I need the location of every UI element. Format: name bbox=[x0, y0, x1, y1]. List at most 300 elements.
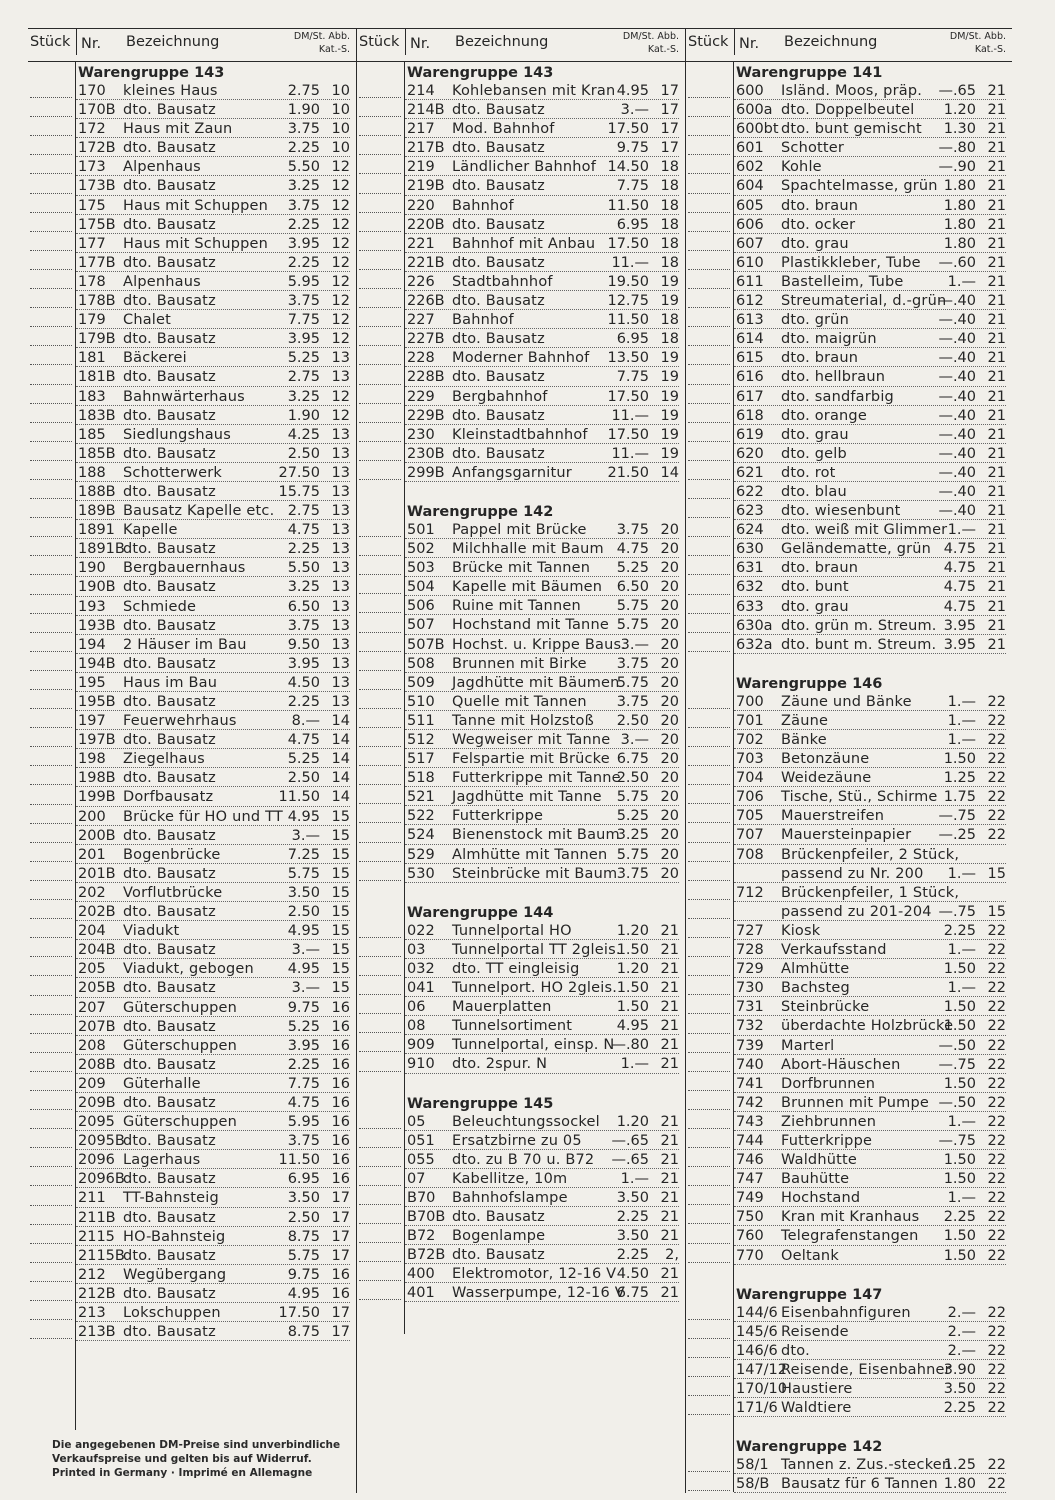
item-number: 600a bbox=[736, 102, 773, 119]
quantity-field[interactable] bbox=[688, 822, 730, 823]
table-row bbox=[357, 330, 685, 349]
row-rule bbox=[734, 1397, 1006, 1398]
quantity-field[interactable] bbox=[30, 1147, 72, 1148]
row-rule bbox=[405, 1034, 679, 1035]
item-number: 615 bbox=[736, 350, 764, 367]
quantity-field[interactable] bbox=[30, 1262, 72, 1263]
item-description: passend zu Nr. 200 bbox=[781, 865, 924, 882]
quantity-field[interactable] bbox=[30, 594, 72, 595]
quantity-field[interactable] bbox=[30, 708, 72, 709]
quantity-field[interactable] bbox=[359, 632, 401, 633]
item-catalog-page: 18 bbox=[660, 331, 679, 348]
table-row bbox=[357, 960, 685, 979]
table-row bbox=[28, 1056, 356, 1075]
item-number: 623 bbox=[736, 503, 764, 520]
quantity-field[interactable] bbox=[688, 193, 730, 194]
quantity-field[interactable] bbox=[359, 1071, 401, 1072]
table-row bbox=[686, 120, 1012, 139]
quantity-field[interactable] bbox=[359, 364, 401, 365]
quantity-field[interactable] bbox=[688, 1471, 730, 1472]
quantity-field[interactable] bbox=[688, 842, 730, 843]
quantity-field[interactable] bbox=[359, 1280, 401, 1281]
quantity-field[interactable] bbox=[359, 1128, 401, 1129]
quantity-field[interactable] bbox=[688, 250, 730, 251]
quantity-field[interactable] bbox=[359, 994, 401, 995]
item-number: 214 bbox=[407, 83, 435, 99]
item-number: 618 bbox=[736, 407, 764, 424]
item-number: 401 bbox=[407, 1285, 435, 1302]
item-description: dto. Bausatz bbox=[452, 140, 545, 157]
quantity-field[interactable] bbox=[359, 1204, 401, 1205]
item-catalog-page: 21 bbox=[660, 1151, 679, 1168]
quantity-field[interactable] bbox=[359, 803, 401, 804]
item-price: 3.50 bbox=[287, 884, 320, 901]
quantity-field[interactable] bbox=[30, 651, 72, 652]
quantity-field[interactable] bbox=[359, 536, 401, 537]
item-catalog-page: 22 bbox=[987, 827, 1006, 844]
quantity-field[interactable] bbox=[359, 937, 401, 938]
quantity-field[interactable] bbox=[688, 1357, 730, 1358]
item-number: 193 bbox=[78, 598, 106, 615]
quantity-field[interactable] bbox=[359, 1223, 401, 1224]
quantity-field[interactable] bbox=[30, 1319, 72, 1320]
quantity-field[interactable] bbox=[30, 689, 72, 690]
item-price: 3.75 bbox=[616, 865, 649, 882]
item-number: 712 bbox=[736, 884, 764, 901]
table-row bbox=[686, 82, 1012, 101]
quantity-field[interactable] bbox=[359, 727, 401, 728]
quantity-field[interactable] bbox=[359, 403, 401, 404]
item-description: Haus im Bau bbox=[123, 674, 218, 691]
quantity-field[interactable] bbox=[30, 116, 72, 117]
item-catalog-page: 21 bbox=[987, 388, 1006, 405]
quantity-field[interactable] bbox=[30, 1300, 72, 1301]
table-row bbox=[28, 1189, 356, 1208]
quantity-field[interactable] bbox=[30, 441, 72, 442]
quantity-field[interactable] bbox=[688, 154, 730, 155]
table-row bbox=[28, 1266, 356, 1285]
quantity-field[interactable] bbox=[30, 364, 72, 365]
row-rule bbox=[734, 481, 1006, 482]
quantity-field[interactable] bbox=[688, 288, 730, 289]
quantity-field[interactable] bbox=[30, 212, 72, 213]
quantity-field[interactable] bbox=[30, 727, 72, 728]
item-number: 507 bbox=[407, 617, 435, 634]
group-heading: Warengruppe 142 bbox=[407, 503, 554, 520]
quantity-field[interactable] bbox=[359, 956, 401, 957]
item-number: 217B bbox=[407, 140, 445, 157]
quantity-field[interactable] bbox=[359, 555, 401, 556]
item-number: 727 bbox=[736, 922, 764, 939]
item-number: 195 bbox=[78, 674, 106, 691]
quantity-field[interactable] bbox=[688, 1090, 730, 1091]
item-description: Spachtelmasse, grün bbox=[781, 178, 938, 195]
quantity-field[interactable] bbox=[359, 154, 401, 155]
item-number: 204 bbox=[78, 923, 106, 940]
quantity-field[interactable] bbox=[688, 803, 730, 804]
quantity-field[interactable] bbox=[30, 479, 72, 480]
quantity-field[interactable] bbox=[30, 1205, 72, 1206]
quantity-field[interactable] bbox=[688, 1338, 730, 1339]
quantity-field[interactable] bbox=[359, 880, 401, 881]
table-row bbox=[357, 464, 685, 483]
footer-note bbox=[52, 1438, 352, 1480]
item-number: 220B bbox=[407, 216, 445, 233]
quantity-field[interactable] bbox=[30, 1071, 72, 1072]
quantity-field[interactable] bbox=[359, 384, 401, 385]
quantity-field[interactable] bbox=[688, 1395, 730, 1396]
item-number: 228B bbox=[407, 369, 445, 386]
quantity-field[interactable] bbox=[30, 269, 72, 270]
row-rule bbox=[734, 557, 1006, 558]
quantity-field[interactable] bbox=[30, 670, 72, 671]
quantity-field[interactable] bbox=[688, 212, 730, 213]
quantity-field[interactable] bbox=[30, 975, 72, 976]
quantity-field[interactable] bbox=[30, 1128, 72, 1129]
quantity-field[interactable] bbox=[688, 632, 730, 633]
quantity-field[interactable] bbox=[688, 460, 730, 461]
quantity-field[interactable] bbox=[359, 326, 401, 327]
quantity-field[interactable] bbox=[30, 1338, 72, 1339]
quantity-field[interactable] bbox=[359, 422, 401, 423]
quantity-field[interactable] bbox=[688, 861, 730, 862]
item-number: 632 bbox=[736, 579, 764, 596]
quantity-field[interactable] bbox=[359, 574, 401, 575]
quantity-field[interactable] bbox=[688, 536, 730, 537]
row-rule bbox=[76, 347, 350, 348]
quantity-field[interactable] bbox=[688, 1223, 730, 1224]
quantity-field[interactable] bbox=[688, 1262, 730, 1263]
item-description: Telegrafenstangen bbox=[781, 1228, 919, 1245]
quantity-field[interactable] bbox=[30, 823, 72, 824]
item-price: 17.50 bbox=[607, 235, 649, 252]
quantity-field[interactable] bbox=[359, 1185, 401, 1186]
quantity-field[interactable] bbox=[359, 1147, 401, 1148]
quantity-field[interactable] bbox=[30, 517, 72, 518]
row-rule bbox=[405, 824, 679, 825]
quantity-field[interactable] bbox=[30, 1014, 72, 1015]
item-price: 2.— bbox=[947, 1342, 976, 1359]
table-row bbox=[686, 846, 1012, 865]
quantity-field[interactable] bbox=[30, 460, 72, 461]
item-number: 1891 bbox=[78, 522, 115, 539]
item-number: 173B bbox=[78, 178, 116, 195]
quantity-field[interactable] bbox=[688, 364, 730, 365]
quantity-field[interactable] bbox=[359, 689, 401, 690]
quantity-field[interactable] bbox=[30, 765, 72, 766]
quantity-field[interactable] bbox=[359, 441, 401, 442]
row-rule bbox=[734, 1359, 1006, 1360]
quantity-field[interactable] bbox=[30, 574, 72, 575]
quantity-field[interactable] bbox=[359, 288, 401, 289]
quantity-field[interactable] bbox=[688, 498, 730, 499]
quantity-field[interactable] bbox=[30, 1185, 72, 1186]
quantity-field[interactable] bbox=[688, 975, 730, 976]
quantity-field[interactable] bbox=[688, 613, 730, 614]
item-number: 06 bbox=[407, 999, 426, 1016]
quantity-field[interactable] bbox=[359, 1166, 401, 1167]
quantity-field[interactable] bbox=[30, 384, 72, 385]
quantity-field[interactable] bbox=[30, 956, 72, 957]
quantity-field[interactable] bbox=[688, 651, 730, 652]
quantity-field[interactable] bbox=[359, 593, 401, 594]
item-description: dto. rot bbox=[781, 464, 836, 481]
quantity-field[interactable] bbox=[30, 1243, 72, 1244]
item-price: —.40 bbox=[938, 293, 976, 310]
quantity-field[interactable] bbox=[30, 326, 72, 327]
quantity-field[interactable] bbox=[359, 212, 401, 213]
row-rule bbox=[734, 1321, 1006, 1322]
quantity-field[interactable] bbox=[688, 918, 730, 919]
item-price: 1.20 bbox=[943, 102, 976, 119]
item-description: Haustiere bbox=[781, 1381, 853, 1397]
quantity-field[interactable] bbox=[688, 574, 730, 575]
row-rule bbox=[734, 1206, 1006, 1207]
quantity-field[interactable] bbox=[359, 975, 401, 976]
item-description: Abort-Häuschen bbox=[781, 1056, 901, 1073]
quantity-field[interactable] bbox=[30, 250, 72, 251]
quantity-field[interactable] bbox=[30, 536, 72, 537]
item-catalog-page: 22 bbox=[987, 1304, 1006, 1321]
item-number: 602 bbox=[736, 159, 764, 176]
quantity-field[interactable] bbox=[688, 231, 730, 232]
quantity-field[interactable] bbox=[30, 1052, 72, 1053]
row-rule bbox=[734, 1035, 1006, 1036]
quantity-field[interactable] bbox=[688, 555, 730, 556]
quantity-field[interactable] bbox=[688, 765, 730, 766]
item-number: 2115B bbox=[78, 1247, 125, 1264]
quantity-field[interactable] bbox=[688, 1319, 730, 1320]
item-price: 1.25 bbox=[943, 770, 976, 787]
quantity-field[interactable] bbox=[30, 154, 72, 155]
quantity-field[interactable] bbox=[359, 97, 401, 98]
item-price: 5.25 bbox=[616, 808, 649, 825]
quantity-field[interactable] bbox=[359, 670, 401, 671]
row-rule bbox=[76, 786, 350, 787]
quantity-field[interactable] bbox=[359, 708, 401, 709]
quantity-field[interactable] bbox=[688, 1033, 730, 1034]
item-number: 508 bbox=[407, 655, 435, 672]
item-catalog-page: 22 bbox=[987, 712, 1006, 729]
item-description: Ruine mit Tannen bbox=[452, 598, 581, 615]
quantity-field[interactable] bbox=[359, 479, 401, 480]
quantity-field[interactable] bbox=[30, 1281, 72, 1282]
quantity-field[interactable] bbox=[359, 250, 401, 251]
row-rule bbox=[405, 710, 679, 711]
quantity-field[interactable] bbox=[688, 1243, 730, 1244]
group-heading: Warengruppe 141 bbox=[736, 65, 883, 81]
row-rule bbox=[734, 175, 1006, 176]
quantity-field[interactable] bbox=[688, 594, 730, 595]
item-catalog-page: 13 bbox=[331, 522, 350, 539]
quantity-field[interactable] bbox=[30, 995, 72, 996]
quantity-field[interactable] bbox=[688, 403, 730, 404]
quantity-field[interactable] bbox=[30, 173, 72, 174]
quantity-field[interactable] bbox=[359, 861, 401, 862]
quantity-field[interactable] bbox=[359, 116, 401, 117]
quantity-field[interactable] bbox=[359, 1013, 401, 1014]
item-description: Zäune und Bänke bbox=[781, 693, 912, 710]
quantity-field[interactable] bbox=[359, 345, 401, 346]
quantity-field[interactable] bbox=[688, 1490, 730, 1491]
quantity-field[interactable] bbox=[359, 765, 401, 766]
quantity-field[interactable] bbox=[30, 555, 72, 556]
quantity-field[interactable] bbox=[688, 307, 730, 308]
quantity-field[interactable] bbox=[30, 288, 72, 289]
quantity-field[interactable] bbox=[688, 727, 730, 728]
item-price: 1.50 bbox=[943, 1171, 976, 1188]
item-catalog-page: 22 bbox=[987, 1094, 1006, 1111]
quantity-field[interactable] bbox=[359, 307, 401, 308]
quantity-field[interactable] bbox=[688, 384, 730, 385]
quantity-field[interactable] bbox=[359, 135, 401, 136]
quantity-field[interactable] bbox=[30, 937, 72, 938]
item-description: Hochstand mit Tanne bbox=[452, 617, 609, 634]
quantity-field[interactable] bbox=[359, 822, 401, 823]
quantity-field[interactable] bbox=[30, 498, 72, 499]
item-number: 521 bbox=[407, 789, 435, 806]
quantity-field[interactable] bbox=[30, 613, 72, 614]
quantity-field[interactable] bbox=[359, 784, 401, 785]
quantity-field[interactable] bbox=[688, 326, 730, 327]
item-number: 524 bbox=[407, 827, 435, 844]
item-number: 610 bbox=[736, 254, 764, 271]
quantity-field[interactable] bbox=[688, 116, 730, 117]
item-number: B70 bbox=[407, 1189, 436, 1206]
quantity-field[interactable] bbox=[359, 460, 401, 461]
quantity-field[interactable] bbox=[688, 1185, 730, 1186]
item-catalog-page: 20 bbox=[660, 560, 679, 577]
quantity-field[interactable] bbox=[30, 632, 72, 633]
quantity-field[interactable] bbox=[359, 746, 401, 747]
quantity-field[interactable] bbox=[30, 135, 72, 136]
quantity-field[interactable] bbox=[359, 1261, 401, 1262]
quantity-field[interactable] bbox=[30, 880, 72, 881]
row-rule bbox=[734, 576, 1006, 577]
quantity-field[interactable] bbox=[359, 1032, 401, 1033]
quantity-field[interactable] bbox=[30, 422, 72, 423]
quantity-field[interactable] bbox=[688, 1204, 730, 1205]
row-rule bbox=[405, 405, 679, 406]
quantity-field[interactable] bbox=[359, 1299, 401, 1300]
quantity-field[interactable] bbox=[30, 1090, 72, 1091]
quantity-field[interactable] bbox=[688, 956, 730, 957]
header-price-page bbox=[623, 30, 679, 56]
quantity-field[interactable] bbox=[688, 1128, 730, 1129]
quantity-field[interactable] bbox=[688, 1147, 730, 1148]
item-number: 633 bbox=[736, 598, 764, 615]
quantity-field[interactable] bbox=[30, 918, 72, 919]
quantity-field[interactable] bbox=[359, 1242, 401, 1243]
row-rule bbox=[76, 443, 350, 444]
quantity-field[interactable] bbox=[688, 1414, 730, 1415]
quantity-field[interactable] bbox=[688, 880, 730, 881]
item-price: 7.75 bbox=[616, 369, 649, 386]
quantity-field[interactable] bbox=[688, 746, 730, 747]
quantity-field[interactable] bbox=[688, 97, 730, 98]
quantity-field[interactable] bbox=[688, 517, 730, 518]
quantity-field[interactable] bbox=[30, 1224, 72, 1225]
item-catalog-page: 22 bbox=[987, 789, 1006, 806]
quantity-field[interactable] bbox=[359, 612, 401, 613]
table-row bbox=[357, 177, 685, 196]
quantity-field[interactable] bbox=[30, 784, 72, 785]
table-row bbox=[686, 158, 1012, 177]
quantity-field[interactable] bbox=[30, 842, 72, 843]
quantity-field[interactable] bbox=[30, 97, 72, 98]
quantity-field[interactable] bbox=[30, 899, 72, 900]
quantity-field[interactable] bbox=[359, 231, 401, 232]
quantity-field[interactable] bbox=[30, 1033, 72, 1034]
quantity-field[interactable] bbox=[359, 193, 401, 194]
table-row bbox=[357, 1284, 685, 1303]
quantity-field[interactable] bbox=[30, 746, 72, 747]
quantity-field[interactable] bbox=[688, 994, 730, 995]
quantity-field[interactable] bbox=[688, 899, 730, 900]
quantity-field[interactable] bbox=[30, 193, 72, 194]
quantity-field[interactable] bbox=[688, 784, 730, 785]
table-row bbox=[357, 731, 685, 750]
quantity-field[interactable] bbox=[688, 1166, 730, 1167]
quantity-field[interactable] bbox=[688, 708, 730, 709]
quantity-field[interactable] bbox=[688, 269, 730, 270]
quantity-field[interactable] bbox=[688, 1052, 730, 1053]
item-number: 209B bbox=[78, 1094, 116, 1111]
item-description: dto. Bausatz bbox=[123, 483, 216, 500]
quantity-field[interactable] bbox=[30, 1109, 72, 1110]
quantity-field[interactable] bbox=[359, 269, 401, 270]
quantity-field[interactable] bbox=[688, 135, 730, 136]
quantity-field[interactable] bbox=[30, 1166, 72, 1167]
quantity-field[interactable] bbox=[30, 804, 72, 805]
quantity-field[interactable] bbox=[30, 231, 72, 232]
quantity-field[interactable] bbox=[688, 1376, 730, 1377]
quantity-field[interactable] bbox=[688, 1109, 730, 1110]
table-row bbox=[357, 559, 685, 578]
row-rule bbox=[405, 137, 679, 138]
quantity-field[interactable] bbox=[30, 403, 72, 404]
quantity-field[interactable] bbox=[688, 173, 730, 174]
row-rule bbox=[76, 729, 350, 730]
item-catalog-page: 19 bbox=[660, 445, 679, 462]
item-number: 229B bbox=[407, 407, 445, 424]
item-price: 2.25 bbox=[287, 541, 320, 558]
quantity-field[interactable] bbox=[359, 173, 401, 174]
quantity-field[interactable] bbox=[688, 1071, 730, 1072]
quantity-field[interactable] bbox=[30, 861, 72, 862]
quantity-field[interactable] bbox=[688, 937, 730, 938]
quantity-field[interactable] bbox=[688, 1013, 730, 1014]
quantity-field[interactable] bbox=[688, 479, 730, 480]
group-heading: Warengruppe 145 bbox=[407, 1095, 554, 1112]
item-catalog-page: 17 bbox=[331, 1228, 350, 1245]
item-description: Siedlungshaus bbox=[123, 426, 231, 443]
row-rule bbox=[405, 386, 679, 387]
quantity-field[interactable] bbox=[30, 307, 72, 308]
quantity-field[interactable] bbox=[688, 422, 730, 423]
table-row bbox=[357, 1227, 685, 1246]
header-kat: Kat.-S. bbox=[318, 44, 350, 55]
quantity-field[interactable] bbox=[359, 651, 401, 652]
quantity-field[interactable] bbox=[30, 345, 72, 346]
row-rule bbox=[734, 118, 1006, 119]
quantity-field[interactable] bbox=[688, 441, 730, 442]
item-catalog-page: 16 bbox=[331, 1094, 350, 1111]
quantity-field[interactable] bbox=[359, 1051, 401, 1052]
quantity-field[interactable] bbox=[359, 842, 401, 843]
quantity-field[interactable] bbox=[688, 345, 730, 346]
table-row bbox=[686, 464, 1012, 483]
